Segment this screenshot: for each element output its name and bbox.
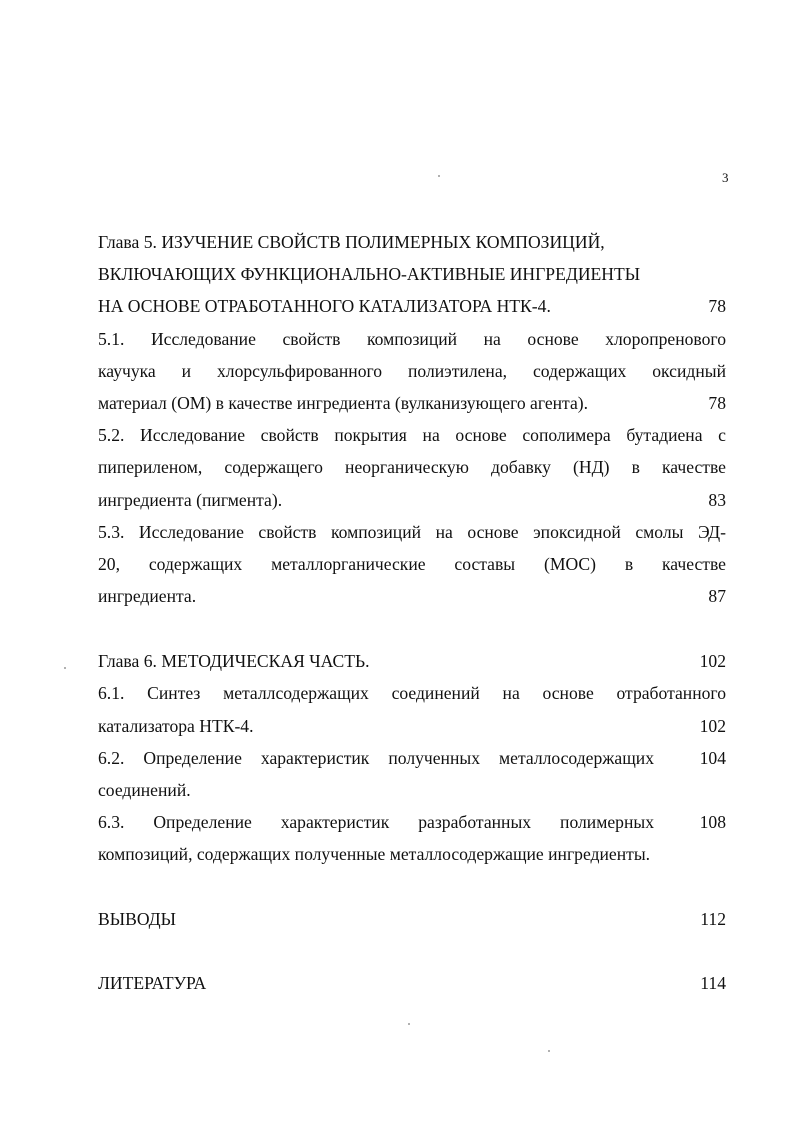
toc-6-2-page: 104 [699, 747, 726, 768]
toc-6-3-line1 [98, 806, 726, 838]
toc-6-3-line2: композиций, содержащих полученные металлосодержащие ингредиенты. [98, 844, 651, 865]
toc-5-1-line2: каучука и хлорсульфированного полиэтилена, содержащих оксидный [98, 360, 726, 381]
toc-5-3-title-end: ингредиента. [98, 586, 197, 607]
table-of-contents [98, 226, 726, 999]
toc-5-3-page: 87 [708, 586, 726, 607]
toc-5-3-line2: 20, содержащих металлорганические составы (МОС) в качестве [98, 553, 726, 574]
toc-chapter5-line2: ВКЛЮЧАЮЩИХ ФУНКЦИОНАЛЬНО-АКТИВНЫЕ ИНГРЕДИЕНТЫ [98, 264, 641, 285]
toc-chapter5-line3 [98, 290, 726, 322]
scan-speck [438, 175, 440, 177]
toc-6-3-page: 108 [699, 812, 726, 833]
scan-speck [408, 1023, 410, 1025]
toc-6-1-line1: 6.1. Синтез металлсодержащих соединений на основе отработанного [98, 683, 726, 704]
toc-chapter6-page: 102 [699, 651, 726, 672]
toc-6-1-page: 102 [699, 715, 726, 736]
toc-5-1-title-end: материал (ОМ) в качестве ингредиента (вулканизующего агента). [98, 392, 589, 413]
toc-6-3-title-start: 6.3. Определение характеристик разработанных полимерных [98, 812, 654, 833]
toc-6-2-line1 [98, 742, 726, 774]
toc-5-3-line3 [98, 580, 726, 612]
toc-literature-page: 114 [700, 972, 726, 993]
toc-5-2-page: 83 [708, 489, 726, 510]
toc-5-2-title-end: ингредиента (пигмента). [98, 489, 283, 510]
toc-5-2-line2: пипериленом, содержащего неорганическую добавку (НД) в качестве [98, 457, 726, 478]
toc-conclusions-page: 112 [700, 908, 726, 929]
toc-literature [98, 967, 726, 999]
toc-5-3-line1: 5.3. Исследование свойств композиций на основе эпоксидной смолы ЭД- [98, 521, 726, 542]
toc-5-1-page: 78 [708, 392, 726, 413]
scan-speck [64, 667, 66, 669]
toc-5-2-line1: 5.2. Исследование свойств покрытия на основе сополимера бутадиена с [98, 425, 726, 446]
toc-6-1-line2 [98, 710, 726, 742]
toc-6-1-title-end: катализатора НТК-4. [98, 715, 254, 736]
toc-chapter5-title-end: НА ОСНОВЕ ОТРАБОТАННОГО КАТАЛИЗАТОРА НТК-4. [98, 296, 551, 317]
toc-5-2-line3 [98, 484, 726, 516]
toc-conclusions [98, 903, 726, 935]
toc-6-2-line2: соединений. [98, 780, 191, 800]
toc-5-1-line3 [98, 387, 726, 419]
toc-chapter5-page: 78 [708, 296, 726, 317]
scan-speck [548, 1050, 550, 1052]
toc-chapter6-title: Глава 6. МЕТОДИЧЕСКАЯ ЧАСТЬ. [98, 651, 370, 672]
toc-literature-title: ЛИТЕРАТУРА [98, 972, 207, 993]
page-number: 3 [722, 170, 729, 185]
toc-chapter6 [98, 645, 726, 677]
toc-6-2-title-start: 6.2. Определение характеристик полученных металлосодержащих [98, 747, 654, 768]
toc-5-1-line1: 5.1. Исследование свойств композиций на основе хлоропренового [98, 328, 726, 349]
toc-chapter5-line1: Глава 5. ИЗУЧЕНИЕ СВОЙСТВ ПОЛИМЕРНЫХ КОМПОЗИЦИЙ, [98, 232, 605, 252]
toc-conclusions-title: ВЫВОДЫ [98, 908, 176, 929]
